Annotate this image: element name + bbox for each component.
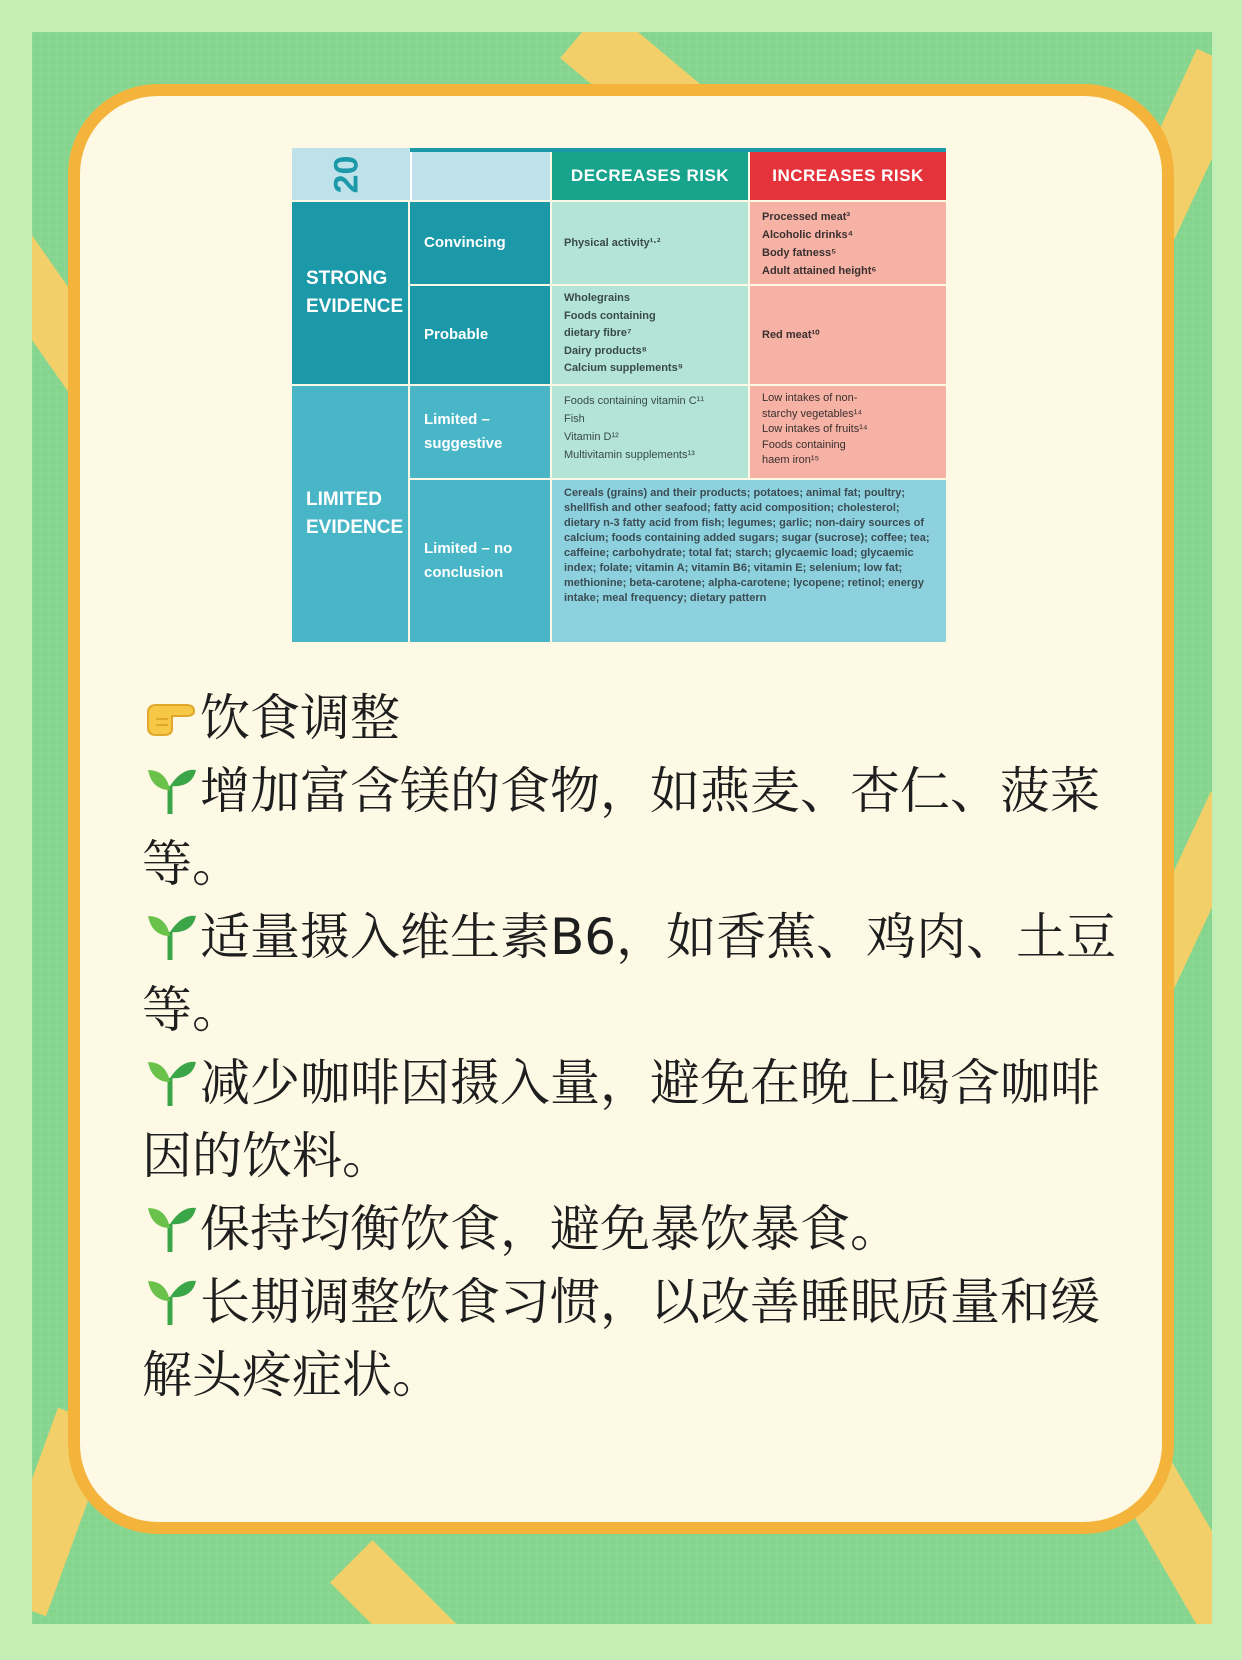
evidence-table: [292, 148, 946, 642]
list-item: Body fatness⁵: [762, 247, 837, 259]
limited-evidence-label: LIMITED EVIDENCE: [292, 386, 408, 642]
row-label-convincing: Convincing: [410, 202, 550, 284]
list-item: Calcium supplements⁹: [564, 362, 683, 374]
seedling-icon: [142, 1198, 198, 1254]
diet-advice: [142, 682, 1142, 1412]
row-label-limited-no-conclusion: Limited – no conclusion: [410, 480, 550, 642]
list-item: [142, 1047, 1142, 1193]
list-item: Red meat¹⁰: [762, 329, 820, 341]
list-item: Adult attained height⁶: [762, 265, 877, 277]
section-title: [142, 682, 1142, 755]
list-item: starchy vegetables¹⁴: [762, 407, 863, 420]
seedling-icon: [142, 1271, 198, 1327]
list-item: haem iron¹⁵: [762, 454, 820, 466]
list-item: Dairy products⁸: [564, 344, 647, 357]
header-decreases-risk: DECREASES RISK: [552, 152, 748, 200]
list-item: Low intakes of fruits¹⁴: [762, 423, 868, 435]
strong-evidence-label: STRONG EVIDENCE: [292, 202, 408, 384]
list-item-text: 适量摄入维生素B6，如香蕉、鸡肉、土豆等。: [142, 908, 1117, 1039]
list-item: [142, 1266, 1142, 1412]
list-item: Vitamin D¹²: [564, 431, 619, 443]
year-badge-text: 20: [327, 155, 366, 193]
section-title-text: 饮食调整: [200, 689, 400, 747]
list-item: Wholegrains: [564, 292, 631, 304]
row-label-probable: Probable: [410, 286, 550, 384]
year-badge: [292, 148, 410, 200]
header-blank: [410, 148, 550, 200]
row-label-limited-suggestive: Limited – suggestive: [410, 386, 550, 478]
list-item: Fish: [564, 413, 585, 425]
list-item-text: 增加富含镁的食物，如燕麦、杏仁、菠菜等。: [142, 762, 1100, 893]
list-item-text: 减少咖啡因摄入量，避免在晚上喝含咖啡因的饮料。: [142, 1054, 1100, 1185]
pointing-hand-icon: [142, 687, 198, 743]
list-item: [142, 1193, 1142, 1266]
convincing-increases: [750, 202, 946, 284]
list-item: dietary fibre⁷: [564, 327, 632, 339]
list-item: Multivitamin supplements¹³: [564, 449, 695, 461]
limited-no-conclusion-text: Cereals (grains) and their products; potatoes; animal fat; poultry; shellfish and other seafood; fatty acid composition; cholesterol; dietary n-3 fatty acid from fish; legumes; garlic; non-dairy sources of calcium; foods containing added sugars; sugar (sucrose); coffee; tea; caffeine; carbohydrate; total fat; starch; glycaemic load; glycaemic index; folate; vitamin A; vitamin B6; vitamin E; selenium; low fat; methionine; beta-carotene; alpha-carotene; lycopene; retinol; energy intake; meal frequency; dietary pattern: [552, 480, 946, 642]
limited-suggestive-increases: [750, 386, 946, 478]
list-item-text: 保持均衡饮食，避免暴饮暴食。: [200, 1200, 900, 1258]
seedling-icon: [142, 760, 198, 816]
list-item: Low intakes of non-: [762, 392, 858, 404]
convincing-decreases: [552, 202, 748, 284]
ribbon-decoration: [330, 1540, 514, 1624]
list-item: Foods containing vitamin C¹¹: [564, 395, 705, 407]
list-item: [142, 901, 1142, 1047]
list-item: Foods containing: [564, 309, 656, 322]
list-item: [142, 755, 1142, 901]
list-item: Foods containing: [762, 438, 846, 451]
list-item: Alcoholic drinks⁴: [762, 229, 854, 241]
limited-suggestive-decreases: [552, 386, 748, 478]
seedling-icon: [142, 1052, 198, 1108]
list-item: Physical activity¹·²: [564, 237, 661, 249]
probable-decreases: [552, 286, 748, 384]
header-increases-risk: INCREASES RISK: [750, 152, 946, 200]
list-item: Processed meat³: [762, 211, 851, 223]
seedling-icon: [142, 906, 198, 962]
list-item-text: 长期调整饮食习惯，以改善睡眠质量和缓解头疼症状。: [142, 1273, 1100, 1404]
probable-increases: [750, 286, 946, 384]
